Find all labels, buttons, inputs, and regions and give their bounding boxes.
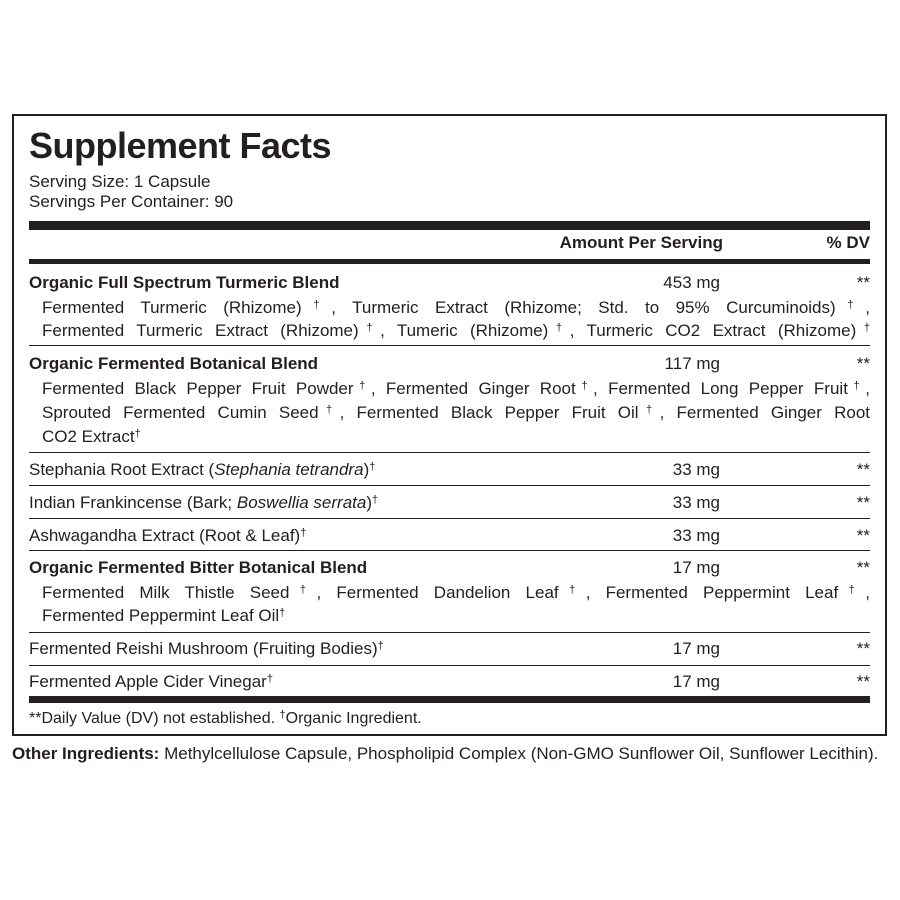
ingredient-amount: 117 mg (664, 354, 720, 373)
ingredient-dv: ** (856, 558, 870, 577)
thick-rule-top (29, 221, 870, 230)
ingredient-dv: ** (856, 493, 870, 512)
ingredient-sublist-line: Fermented Turmeric Extract (Rhizome)†, Tumeric (Rhizome)†, Turmeric CO2 Extract (Rhizome)† (42, 321, 870, 340)
thick-rule-bottom (29, 696, 870, 703)
ingredient-name: Fermented Apple Cider Vinegar† (29, 672, 273, 691)
footnote: **Daily Value (DV) not established. †Organic Ingredient. (29, 709, 422, 727)
ingredient-sublist-line: Fermented Black Pepper Fruit Powder†, Fermented Ginger Root†, Fermented Long Pepper Fruit†, (42, 379, 870, 398)
ingredient-name: Stephania Root Extract (Stephania tetrandra)† (29, 460, 376, 479)
ingredient-name: Indian Frankincense (Bark; Boswellia serrata)† (29, 493, 379, 512)
ingredient-name: Organic Fermented Bitter Botanical Blend (29, 558, 368, 577)
ingredient-dv: ** (856, 460, 870, 479)
ingredient-amount: 33 mg (672, 493, 720, 512)
ingredient-dv: ** (856, 639, 870, 658)
ingredient-amount: 17 mg (672, 672, 720, 691)
ingredient-name: Organic Fermented Botanical Blend (29, 354, 319, 373)
panel-title: Supplement Facts (29, 125, 332, 166)
ingredient-amount: 17 mg (672, 558, 720, 577)
row-divider (29, 518, 870, 519)
thick-rule-header (29, 259, 870, 264)
ingredient-amount: 17 mg (672, 639, 720, 658)
ingredient-sublist-line: Sprouted Fermented Cumin Seed†, Fermented Black Pepper Fruit Oil†, Fermented Ginger Root (42, 403, 870, 422)
ingredient-name: Fermented Reishi Mushroom (Fruiting Bodies)† (29, 639, 384, 658)
row-divider (29, 632, 870, 633)
other-ingredients (12, 742, 887, 765)
ingredient-dv: ** (856, 526, 870, 545)
ingredient-sublist-line: CO2 Extract† (42, 427, 141, 446)
row-divider (29, 665, 870, 666)
ingredient-amount: 33 mg (672, 526, 720, 545)
ingredient-name: Organic Full Spectrum Turmeric Blend (29, 273, 340, 292)
serving-size: Serving Size: 1 Capsule (29, 172, 211, 191)
ingredient-sublist-line: Fermented Turmeric (Rhizome)†, Turmeric Extract (Rhizome; Std. to 95% Curcuminoids)†, (42, 298, 870, 317)
ingredient-dv: ** (856, 354, 870, 373)
servings-per-container: Servings Per Container: 90 (29, 192, 234, 211)
ingredient-dv: ** (856, 672, 870, 691)
row-divider (29, 550, 870, 551)
ingredient-amount: 453 mg (663, 273, 720, 292)
supplement-facts-panel (12, 114, 887, 736)
ingredient-dv: ** (856, 273, 870, 292)
ingredient-name: Ashwagandha Extract (Root & Leaf)† (29, 526, 307, 545)
ingredient-sublist-line: Fermented Peppermint Leaf Oil† (42, 606, 286, 625)
ingredient-amount: 33 mg (672, 460, 720, 479)
row-divider (29, 452, 870, 453)
amount-per-serving-header: Amount Per Serving (559, 233, 723, 252)
other-ingredients-text: Methylcellulose Capsule, Phospholipid Complex (Non-GMO Sunflower Oil, Sunflower Lecithin). (159, 744, 879, 763)
row-divider (29, 345, 870, 346)
dv-header: % DV (826, 233, 870, 252)
row-divider (29, 485, 870, 486)
ingredient-sublist-line: Fermented Milk Thistle Seed†, Fermented Dandelion Leaf†, Fermented Peppermint Leaf†, (42, 583, 870, 602)
other-ingredients-label: Other Ingredients: (12, 744, 160, 763)
